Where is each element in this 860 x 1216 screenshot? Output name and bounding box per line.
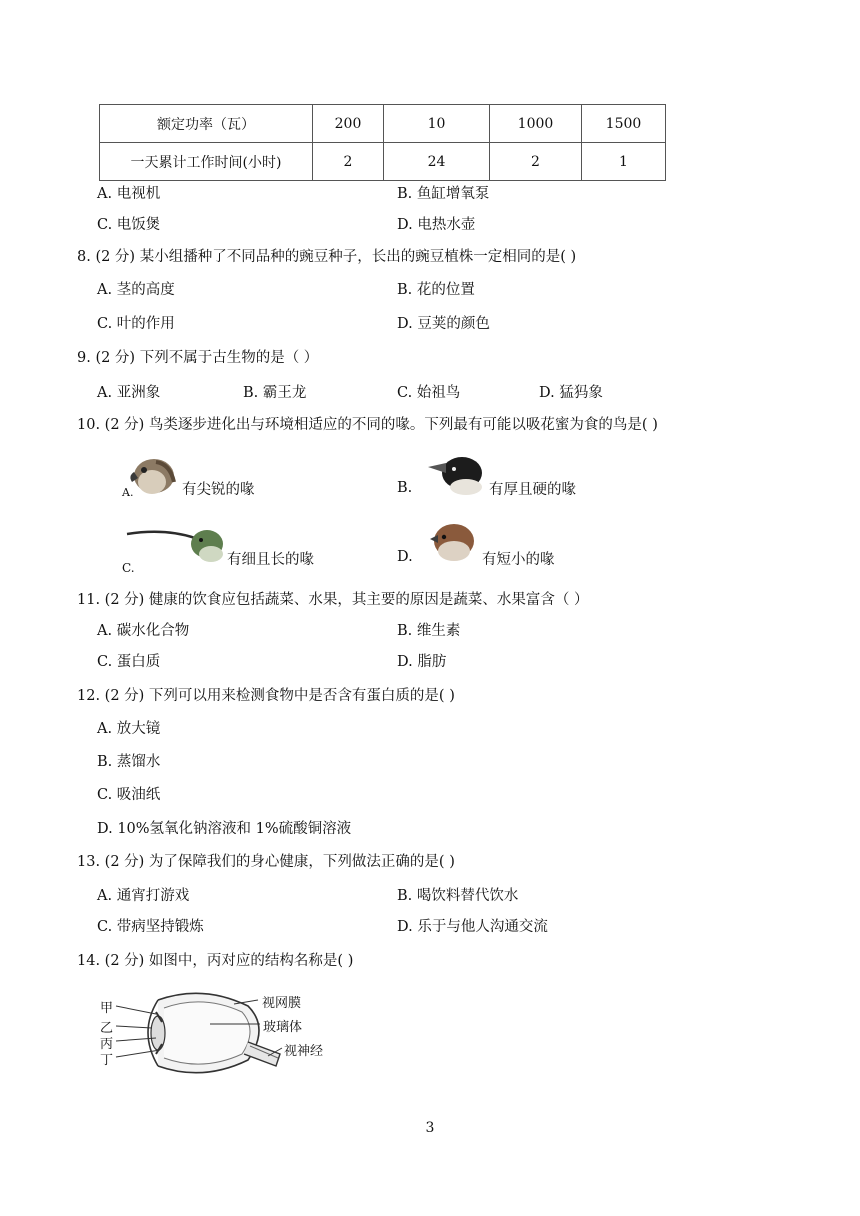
- page-number: 3: [425, 1120, 435, 1136]
- q11-stem: 11. (2 分) 健康的饮食应包括蔬菜、水果，其主要的原因是蔬菜、水果富含（ ）: [77, 592, 589, 608]
- falcon-head-image: [126, 452, 178, 498]
- eye-label-yi: 乙: [100, 1021, 114, 1036]
- q7-option-c[interactable]: C. 电饭煲: [97, 217, 161, 233]
- q13-option-c[interactable]: C. 带病坚持锻炼: [97, 919, 204, 935]
- q11-option-b[interactable]: B. 维生素: [397, 623, 461, 639]
- eye-label-vitreous: 玻璃体: [263, 1020, 303, 1035]
- q10-option-d-letter[interactable]: D.: [397, 549, 413, 565]
- q13-option-d[interactable]: D. 乐于与他人沟通交流: [397, 919, 548, 935]
- table-cell: 24: [384, 143, 490, 181]
- table-cell: 2: [490, 143, 582, 181]
- table-row: [100, 143, 666, 181]
- q8-option-c[interactable]: C. 叶的作用: [97, 316, 175, 332]
- q7-option-d[interactable]: D. 电热水壶: [397, 217, 476, 233]
- q8-option-a[interactable]: A. 茎的高度: [97, 282, 175, 298]
- power-table: [99, 104, 666, 181]
- table-cell: 1500: [582, 105, 666, 143]
- eye-label-optic-nerve: 视神经: [284, 1044, 324, 1059]
- eye-label-ding: 丁: [100, 1053, 114, 1068]
- q11-option-c[interactable]: C. 蛋白质: [97, 654, 161, 670]
- eye-label-jia: 甲: [100, 1001, 114, 1016]
- q9-option-d[interactable]: D. 猛犸象: [539, 385, 603, 401]
- q12-option-b[interactable]: B. 蒸馏水: [97, 754, 161, 770]
- q12-option-a[interactable]: A. 放大镜: [97, 721, 161, 737]
- q7-option-a[interactable]: A. 电视机: [97, 186, 161, 202]
- q11-option-a[interactable]: A. 碳水化合物: [97, 623, 190, 639]
- q10-option-c-letter[interactable]: C.: [122, 561, 135, 575]
- eye-label-bing: 丙: [100, 1037, 114, 1052]
- q11-option-d[interactable]: D. 脂肪: [397, 654, 447, 670]
- table-cell: 额定功率（瓦）: [100, 105, 313, 143]
- q12-stem: 12. (2 分) 下列可以用来检测食物中是否含有蛋白质的是( ): [77, 688, 455, 704]
- q10-option-b-text: 有厚且硬的喙: [489, 482, 576, 498]
- sparrow-head-image: [424, 519, 480, 565]
- q8-option-d[interactable]: D. 豆荚的颜色: [397, 316, 490, 332]
- q8-option-b[interactable]: B. 花的位置: [397, 282, 475, 298]
- hummingbird-head-image: [125, 522, 225, 566]
- q14-stem: 14. (2 分) 如图中，丙对应的结构名称是( ): [77, 953, 354, 969]
- q10-option-c-text: 有细且长的喙: [227, 552, 314, 568]
- q12-option-d[interactable]: D. 10%氢氧化钠溶液和 1%硫酸铜溶液: [97, 821, 352, 837]
- q7-option-b[interactable]: B. 鱼缸增氧泵: [397, 186, 490, 202]
- q13-option-a[interactable]: A. 通宵打游戏: [97, 888, 190, 904]
- grosbeak-head-image: [424, 453, 486, 497]
- table-cell: 2: [313, 143, 384, 181]
- table-row: [100, 105, 666, 143]
- q9-option-b[interactable]: B. 霸王龙: [243, 385, 307, 401]
- q8-stem: 8. (2 分) 某小组播种了不同品种的豌豆种子，长出的豌豆植株一定相同的是( ): [77, 249, 577, 265]
- eye-diagram: [98, 982, 338, 1086]
- q9-option-c[interactable]: C. 始祖鸟: [397, 385, 461, 401]
- q10-option-b-letter[interactable]: B.: [397, 480, 413, 496]
- q12-option-c[interactable]: C. 吸油纸: [97, 787, 161, 803]
- q13-option-b[interactable]: B. 喝饮料替代饮水: [397, 888, 519, 904]
- q10-stem: 10. (2 分) 鸟类逐步进化出与环境相适应的不同的喙。下列最有可能以吸花蜜为食的鸟是( ): [77, 417, 658, 433]
- q9-option-a[interactable]: A. 亚洲象: [97, 385, 161, 401]
- q13-stem: 13. (2 分) 为了保障我们的身心健康，下列做法正确的是( ): [77, 854, 455, 870]
- q10-option-a-text: 有尖锐的喙: [182, 482, 255, 498]
- table-cell: 10: [384, 105, 490, 143]
- table-cell: 200: [313, 105, 384, 143]
- table-cell: 1: [582, 143, 666, 181]
- eye-label-retina: 视网膜: [262, 996, 302, 1011]
- q10-option-d-text: 有短小的喙: [482, 552, 555, 568]
- q9-stem: 9. (2 分) 下列不属于古生物的是（ ）: [77, 350, 319, 366]
- table-cell: 一天累计工作时间(小时): [100, 143, 313, 181]
- table-cell: 1000: [490, 105, 582, 143]
- q10-option-a-letter[interactable]: A.: [122, 486, 134, 499]
